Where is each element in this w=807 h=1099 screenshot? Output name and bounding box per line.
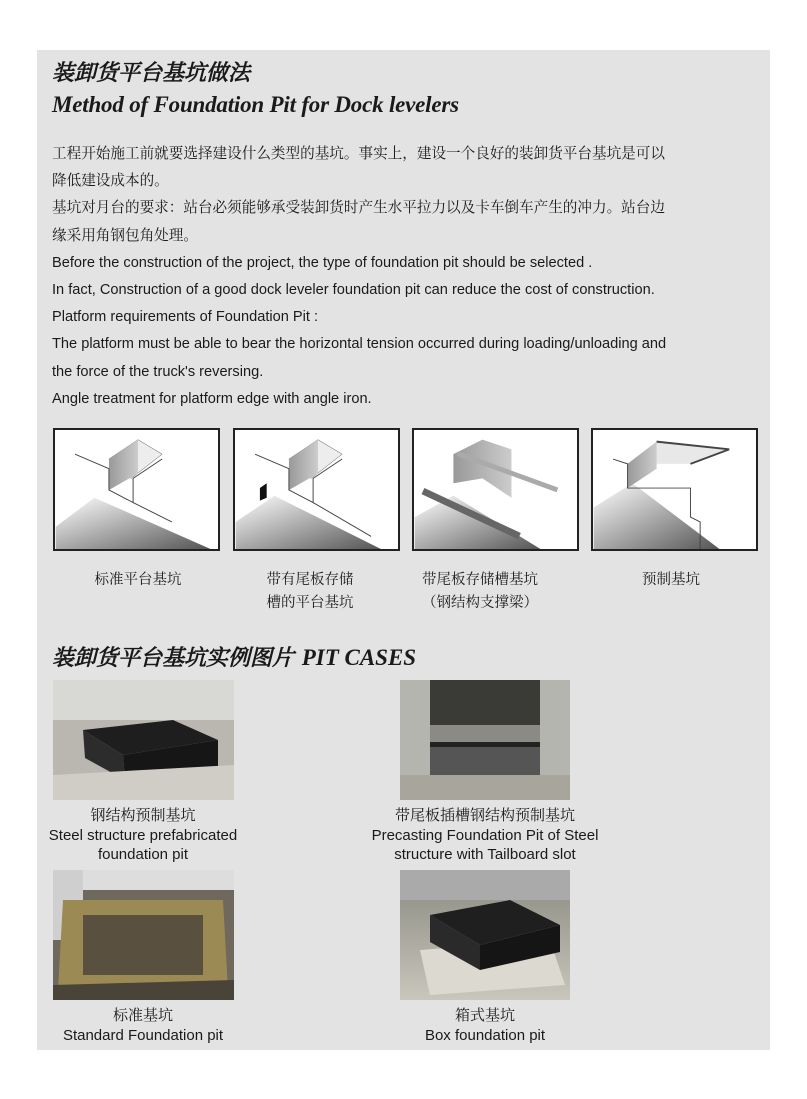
cases-heading-cn: 装卸货平台基坑实例图片 (52, 646, 295, 671)
caption-en: Standard Foundation pit (62, 1026, 224, 1044)
diagram-caption (586, 569, 756, 592)
diagram-caption (225, 569, 395, 615)
case-caption (345, 1006, 625, 1045)
title-chinese: 装卸货平台基坑做法 (52, 61, 251, 86)
paragraph-line: Angle treatment for platform edge with angle iron. (52, 390, 372, 407)
photo-standard-pit (53, 870, 234, 1000)
paragraph-line: In fact, Construction of a good dock leveler foundation pit can reduce the cost of construction. (52, 282, 655, 299)
intro-paragraph (52, 141, 767, 413)
caption-en: Box foundation pit (424, 1026, 546, 1044)
case-caption (345, 806, 625, 865)
paragraph-line: The platform must be able to bear the horizontal tension occurred during loading/unloading and (52, 336, 667, 353)
paragraph-line: 降低建设成本的。 (52, 173, 169, 190)
caption-cn: 标准基坑 (112, 1007, 173, 1024)
case-caption (33, 806, 253, 865)
photo-tailboard-slot-pit (400, 680, 570, 800)
caption-cn: 带尾板插槽钢结构预制基坑 (394, 807, 575, 824)
paragraph-line: Before the construction of the project, the type of foundation pit should be selected . (52, 254, 593, 271)
paragraph-line: the force of the truck's reversing. (52, 363, 264, 380)
case-caption (33, 1006, 253, 1045)
caption-en: foundation pit (97, 846, 189, 863)
caption-en: Steel structure prefabricated (48, 826, 238, 844)
caption-line: 槽的平台基坑 (266, 595, 354, 611)
caption-en: Precasting Foundation Pit of Steel (371, 826, 599, 844)
paragraph-line: Platform requirements of Foundation Pit : (52, 309, 319, 326)
diagram-tailboard-pit (233, 428, 400, 551)
caption-cn: 箱式基坑 (454, 1007, 515, 1024)
caption-line: （钢结构支撑梁） (422, 595, 538, 611)
caption-en: structure with Tailboard slot (394, 846, 576, 863)
diagram-caption (395, 569, 565, 615)
diagram-prefabricated-pit (591, 428, 758, 551)
caption-line: 预制基坑 (642, 572, 700, 588)
paragraph-line: 工程开始施工前就要选择建设什么类型的基坑。事实上，建设一个良好的装卸货平台基坑是可以 (52, 146, 665, 162)
caption-line: 带尾板存储槽基坑 (422, 572, 538, 588)
caption-cn: 钢结构预制基坑 (90, 807, 196, 824)
photo-box-pit (400, 870, 570, 1000)
caption-line: 标准平台基坑 (94, 572, 182, 588)
caption-line: 带有尾板存储 (266, 572, 354, 588)
paragraph-line: 基坑对月台的要求：站台必须能够承受装卸货时产生水平拉力以及卡车倒车产生的冲力。站台边 (52, 200, 665, 217)
diagram-steel-beam-pit (412, 428, 579, 551)
diagram-caption (53, 569, 223, 592)
cases-heading (52, 641, 416, 672)
paragraph-line: 缘采用角钢包角处理。 (52, 227, 198, 244)
title-english: Method of Foundation Pit for Dock levelers (52, 92, 459, 117)
cases-heading-en: PIT CASES (301, 645, 417, 670)
diagram-standard-pit (53, 428, 220, 551)
photo-steel-prefab-pit (53, 680, 234, 800)
